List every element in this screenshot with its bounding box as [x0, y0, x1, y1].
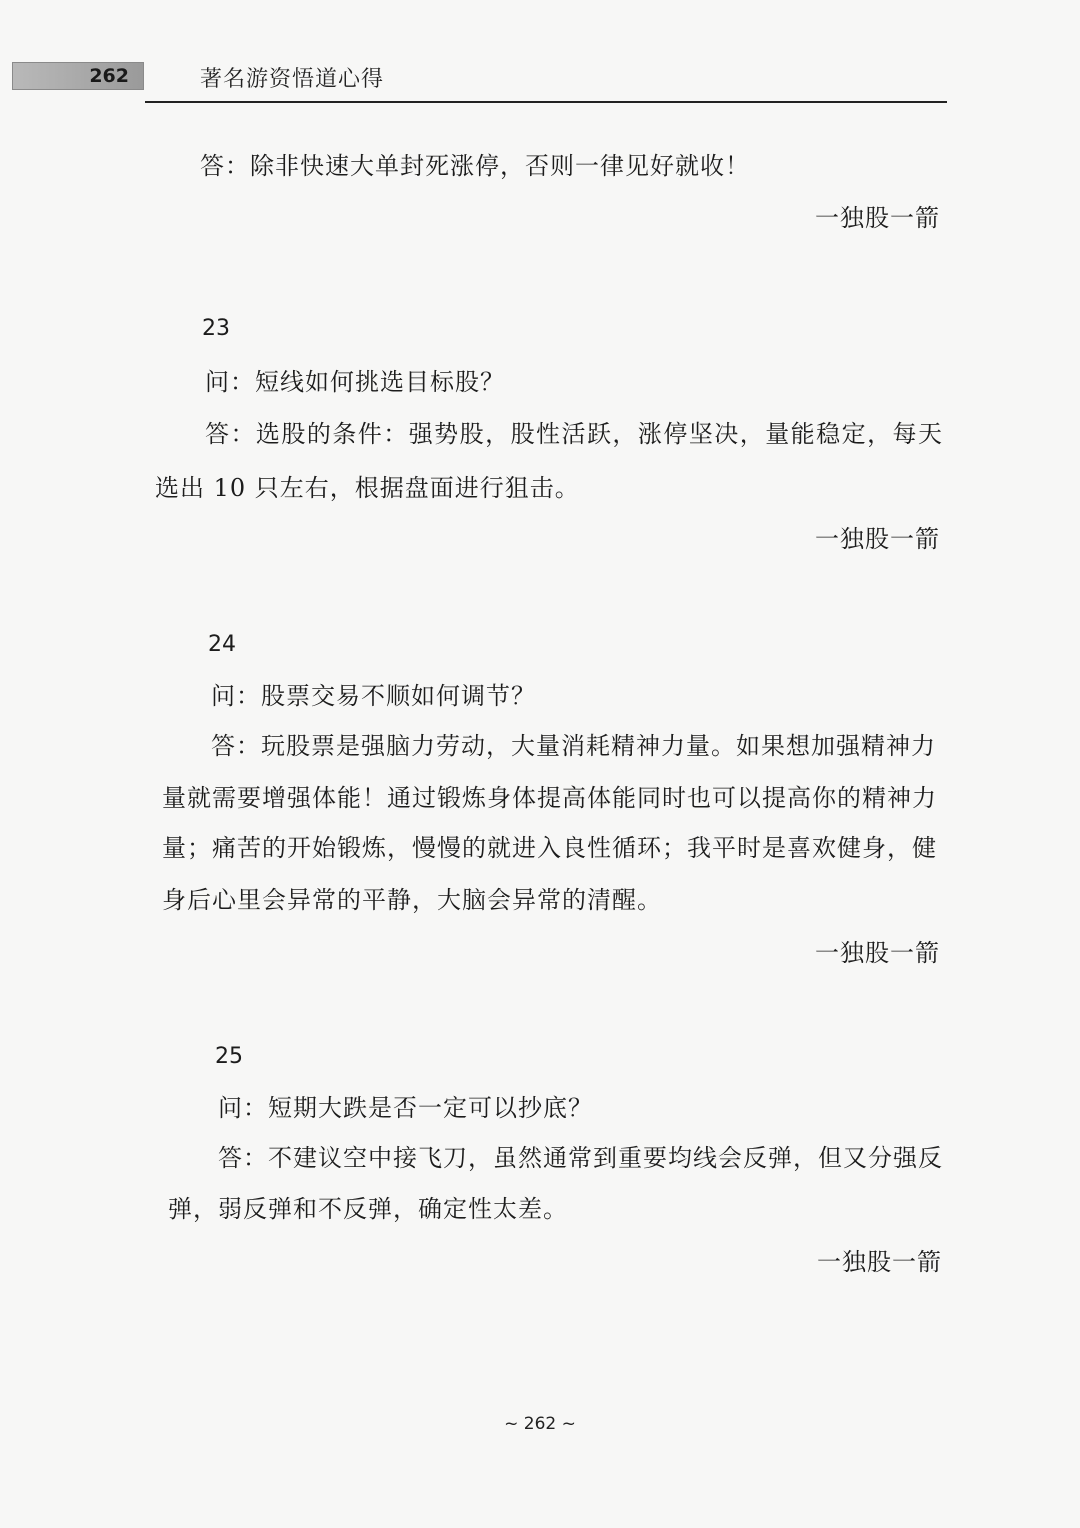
answer-line: 量；痛苦的开始锻炼，慢慢的就进入良性循环；我平时是喜欢健身，健	[162, 834, 937, 862]
question-text: 问：短线如何挑选目标股？	[205, 368, 505, 396]
footer-page-number: ~ 262 ~	[504, 1414, 576, 1434]
question-text: 问：短期大跌是否一定可以抄底？	[218, 1094, 593, 1122]
answer-line: 答：选股的条件：强势股，股性活跃，涨停坚决，量能稳定，每天	[205, 420, 943, 448]
question-text: 问：股票交易不顺如何调节？	[211, 682, 536, 710]
book-title: 著名游资悟道心得	[200, 67, 385, 92]
signature: 一独股一箭	[815, 939, 940, 967]
question-number: 23	[202, 316, 230, 341]
header-divider	[145, 101, 947, 103]
answer-line: 答：除非快速大单封死涨停，否则一律见好就收！	[200, 152, 750, 180]
signature: 一独股一箭	[815, 525, 940, 553]
answer-line: 答：玩股票是强脑力劳动，大量消耗精神力量。如果想加强精神力	[211, 732, 936, 760]
signature: 一独股一箭	[817, 1248, 942, 1276]
answer-line: 弹，弱反弹和不反弹，确定性太差。	[168, 1195, 568, 1223]
signature: 一独股一箭	[815, 204, 940, 232]
question-number: 25	[215, 1044, 243, 1069]
header-page-number: 262	[89, 65, 129, 87]
answer-line: 选出 10 只左右，根据盘面进行狙击。	[155, 474, 580, 502]
answer-line: 答：不建议空中接飞刀，虽然通常到重要均线会反弹，但又分强反	[218, 1144, 943, 1172]
header-page-number-box	[12, 62, 144, 90]
answer-line: 量就需要增强体能！通过锻炼身体提高体能同时也可以提高你的精神力	[162, 784, 937, 812]
question-number: 24	[208, 632, 236, 657]
answer-line: 身后心里会异常的平静，大脑会异常的清醒。	[162, 886, 662, 914]
